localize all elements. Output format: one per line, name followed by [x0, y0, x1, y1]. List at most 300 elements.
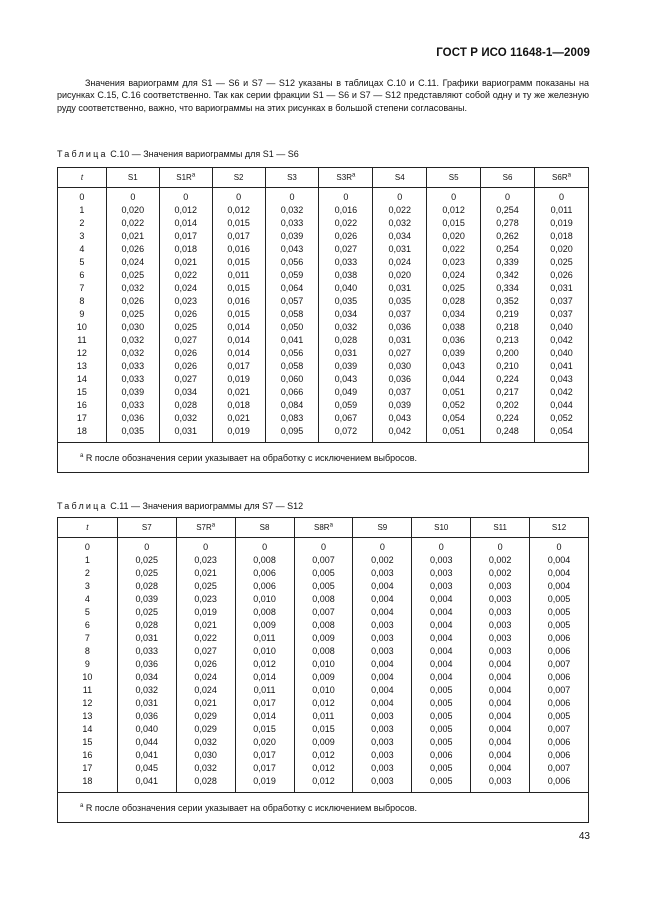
value-cell: 0,008 [235, 606, 294, 619]
header-row [58, 168, 589, 188]
value-cell: 0,024 [159, 282, 212, 295]
value-cell: 0,014 [212, 334, 265, 347]
value-cell: 0,003 [353, 723, 412, 736]
value-cell: 0,058 [265, 308, 319, 321]
table-row [58, 347, 589, 360]
value-cell: 0,004 [412, 658, 471, 671]
value-cell: 0,006 [530, 775, 589, 793]
value-cell: 0,051 [427, 386, 481, 399]
value-cell: 0,005 [412, 775, 471, 793]
value-cell: 0 [265, 188, 319, 205]
value-cell: 0,034 [117, 671, 176, 684]
table-c10-header [58, 168, 589, 188]
value-cell: 0,025 [176, 580, 235, 593]
lag-cell: 14 [58, 373, 107, 386]
value-cell: 0,031 [535, 282, 589, 295]
value-cell: 0,218 [481, 321, 535, 334]
value-cell: 0,003 [471, 775, 530, 793]
value-cell: 0,008 [294, 619, 353, 632]
value-cell: 0 [530, 538, 589, 555]
value-cell: 0 [106, 188, 159, 205]
value-cell: 0,032 [176, 762, 235, 775]
table-row [58, 295, 589, 308]
value-cell: 0,026 [106, 295, 159, 308]
column-header-label: S11 [493, 523, 507, 532]
value-cell: 0,036 [117, 658, 176, 671]
value-cell: 0,024 [176, 671, 235, 684]
value-cell: 0,031 [117, 697, 176, 710]
value-cell: 0,034 [159, 386, 212, 399]
value-cell: 0,005 [530, 619, 589, 632]
table-row [58, 386, 589, 399]
value-cell: 0,007 [294, 554, 353, 567]
value-cell: 0 [412, 538, 471, 555]
lag-cell: 2 [58, 217, 107, 230]
table-row [58, 373, 589, 386]
lag-cell: 0 [58, 538, 118, 555]
table-row [58, 230, 589, 243]
value-cell: 0,084 [265, 399, 319, 412]
value-cell: 0,043 [427, 360, 481, 373]
value-cell: 0,057 [265, 295, 319, 308]
value-cell: 0,033 [319, 256, 373, 269]
value-cell: 0,015 [212, 256, 265, 269]
value-cell: 0,027 [319, 243, 373, 256]
value-cell: 0,095 [265, 425, 319, 443]
value-cell: 0,003 [353, 710, 412, 723]
table-row [58, 425, 589, 443]
column-header-label: S3 [287, 173, 297, 182]
lag-cell: 12 [58, 347, 107, 360]
value-cell: 0,028 [176, 775, 235, 793]
column-header [530, 518, 589, 538]
table-row [58, 217, 589, 230]
value-cell: 0,006 [530, 645, 589, 658]
lag-cell: 3 [58, 580, 118, 593]
value-cell: 0,224 [481, 373, 535, 386]
column-header [117, 518, 176, 538]
value-cell: 0,025 [106, 308, 159, 321]
value-cell: 0,019 [212, 425, 265, 443]
lag-cell: 5 [58, 606, 118, 619]
value-cell: 0,054 [535, 425, 589, 443]
column-header-label: S1R [176, 173, 192, 182]
value-cell: 0,029 [176, 723, 235, 736]
value-cell: 0,044 [117, 736, 176, 749]
value-cell: 0,026 [535, 269, 589, 282]
value-cell: 0,026 [106, 243, 159, 256]
value-cell: 0,017 [235, 697, 294, 710]
value-cell: 0,022 [159, 269, 212, 282]
table-row [58, 749, 589, 762]
value-cell: 0,015 [294, 723, 353, 736]
value-cell: 0,036 [373, 373, 427, 386]
footnote-marker: a [80, 453, 84, 459]
value-cell: 0,024 [106, 256, 159, 269]
value-cell: 0,007 [530, 658, 589, 671]
value-cell: 0,007 [294, 606, 353, 619]
value-cell: 0,043 [265, 243, 319, 256]
table-row [58, 710, 589, 723]
value-cell: 0,002 [353, 554, 412, 567]
value-cell: 0,015 [212, 217, 265, 230]
value-cell: 0 [353, 538, 412, 555]
lag-cell: 8 [58, 295, 107, 308]
value-cell: 0,017 [159, 230, 212, 243]
value-cell: 0,006 [235, 580, 294, 593]
value-cell: 0,044 [427, 373, 481, 386]
value-cell: 0,004 [412, 671, 471, 684]
value-cell: 0,004 [471, 684, 530, 697]
lag-cell: 10 [58, 671, 118, 684]
table-c11-header [58, 518, 589, 538]
lag-cell: 6 [58, 619, 118, 632]
value-cell: 0,032 [176, 736, 235, 749]
value-cell: 0,033 [106, 399, 159, 412]
lag-cell: 11 [58, 684, 118, 697]
value-cell: 0,007 [530, 762, 589, 775]
value-cell: 0,059 [265, 269, 319, 282]
value-cell: 0,040 [319, 282, 373, 295]
table-row [58, 334, 589, 347]
value-cell: 0,038 [319, 269, 373, 282]
value-cell: 0,003 [412, 554, 471, 567]
value-cell: 0,034 [427, 308, 481, 321]
value-cell: 0,031 [159, 425, 212, 443]
value-cell: 0,056 [265, 256, 319, 269]
footnote-marker: a [80, 803, 84, 809]
value-cell: 0,024 [176, 684, 235, 697]
value-cell: 0,003 [471, 645, 530, 658]
column-header [106, 168, 159, 188]
value-cell: 0,033 [265, 217, 319, 230]
value-cell: 0,224 [481, 412, 535, 425]
value-cell: 0,262 [481, 230, 535, 243]
value-cell: 0,003 [412, 567, 471, 580]
value-cell: 0,039 [106, 386, 159, 399]
value-cell: 0,016 [212, 295, 265, 308]
value-cell: 0,009 [294, 632, 353, 645]
lag-cell: 7 [58, 282, 107, 295]
value-cell: 0,025 [117, 606, 176, 619]
value-cell: 0,004 [471, 736, 530, 749]
value-cell: 0,028 [117, 580, 176, 593]
table-row [58, 321, 589, 334]
column-header-label: S8 [259, 523, 270, 532]
value-cell: 0,018 [535, 230, 589, 243]
value-cell: 0,044 [535, 399, 589, 412]
column-header [481, 168, 535, 188]
value-cell: 0,004 [353, 593, 412, 606]
column-header [471, 518, 530, 538]
table-c10-caption [57, 149, 299, 159]
table-row [58, 684, 589, 697]
value-cell: 0,004 [471, 749, 530, 762]
footnote-marker: a [567, 172, 571, 179]
column-header [535, 168, 589, 188]
lag-cell: 18 [58, 425, 107, 443]
value-cell: 0,200 [481, 347, 535, 360]
value-cell: 0,039 [373, 399, 427, 412]
intro-paragraph [57, 77, 589, 114]
footnote-row [58, 443, 589, 473]
value-cell: 0,025 [427, 282, 481, 295]
value-cell: 0,213 [481, 334, 535, 347]
value-cell: 0,041 [117, 749, 176, 762]
value-cell: 0,015 [212, 282, 265, 295]
value-cell: 0,043 [373, 412, 427, 425]
value-cell: 0,339 [481, 256, 535, 269]
value-cell: 0,040 [535, 321, 589, 334]
value-cell: 0,015 [427, 217, 481, 230]
value-cell: 0,049 [319, 386, 373, 399]
value-cell: 0,006 [530, 749, 589, 762]
value-cell: 0,017 [235, 762, 294, 775]
lag-cell: 12 [58, 697, 118, 710]
value-cell: 0,026 [319, 230, 373, 243]
value-cell: 0,008 [294, 593, 353, 606]
value-cell: 0,041 [117, 775, 176, 793]
value-cell: 0,022 [176, 632, 235, 645]
column-header-label: S8R [314, 523, 330, 532]
lag-cell: 4 [58, 593, 118, 606]
column-header-label: t [86, 523, 89, 532]
value-cell: 0,025 [159, 321, 212, 334]
value-cell: 0,059 [319, 399, 373, 412]
value-cell: 0,032 [106, 334, 159, 347]
table-c10-caption-text: С.10 — Значения вариограммы для S1 — S6 [107, 149, 299, 159]
table-row [58, 671, 589, 684]
lag-cell: 17 [58, 762, 118, 775]
value-cell: 0,004 [471, 762, 530, 775]
value-cell: 0 [159, 188, 212, 205]
value-cell: 0,031 [117, 632, 176, 645]
lag-cell: 9 [58, 308, 107, 321]
value-cell: 0,004 [353, 671, 412, 684]
value-cell: 0,012 [294, 749, 353, 762]
value-cell: 0,004 [471, 671, 530, 684]
value-cell: 0,003 [353, 619, 412, 632]
value-cell: 0 [373, 188, 427, 205]
table-row [58, 775, 589, 793]
column-header-label: S7 [141, 523, 152, 532]
table-c11-body [58, 538, 589, 823]
value-cell: 0,012 [159, 204, 212, 217]
value-cell: 0,052 [535, 412, 589, 425]
value-cell: 0,004 [530, 580, 589, 593]
column-header [176, 518, 235, 538]
value-cell: 0,010 [294, 684, 353, 697]
table-row [58, 188, 589, 205]
value-cell: 0,004 [471, 697, 530, 710]
table-row [58, 243, 589, 256]
table-row [58, 282, 589, 295]
value-cell: 0,003 [471, 593, 530, 606]
value-cell: 0,009 [294, 736, 353, 749]
value-cell: 0 [471, 538, 530, 555]
table-c10-body [58, 188, 589, 473]
value-cell: 0,028 [159, 399, 212, 412]
value-cell: 0,020 [427, 230, 481, 243]
header-row [58, 518, 589, 538]
value-cell: 0,219 [481, 308, 535, 321]
value-cell: 0,004 [412, 632, 471, 645]
value-cell: 0,032 [319, 321, 373, 334]
value-cell: 0,007 [530, 723, 589, 736]
value-cell: 0,072 [319, 425, 373, 443]
value-cell: 0,043 [535, 373, 589, 386]
value-cell: 0,034 [319, 308, 373, 321]
value-cell: 0,027 [373, 347, 427, 360]
value-cell: 0,352 [481, 295, 535, 308]
value-cell: 0,004 [471, 658, 530, 671]
value-cell: 0,003 [353, 645, 412, 658]
lag-cell: 1 [58, 204, 107, 217]
table-footnote [58, 793, 589, 823]
value-cell: 0,004 [353, 580, 412, 593]
value-cell: 0,012 [235, 658, 294, 671]
value-cell: 0,008 [294, 645, 353, 658]
lag-cell: 9 [58, 658, 118, 671]
value-cell: 0,041 [265, 334, 319, 347]
value-cell: 0,254 [481, 204, 535, 217]
table-row [58, 538, 589, 555]
value-cell: 0,030 [106, 321, 159, 334]
lag-cell: 15 [58, 736, 118, 749]
value-cell: 0,009 [235, 619, 294, 632]
table-row [58, 723, 589, 736]
value-cell: 0,040 [535, 347, 589, 360]
column-header [353, 518, 412, 538]
column-header [427, 168, 481, 188]
column-header-label: S6R [552, 173, 568, 182]
value-cell: 0 [117, 538, 176, 555]
value-cell: 0,009 [294, 671, 353, 684]
table-row [58, 204, 589, 217]
lag-cell: 8 [58, 645, 118, 658]
value-cell: 0,056 [265, 347, 319, 360]
column-header-label: S4 [394, 173, 405, 182]
value-cell: 0,014 [235, 671, 294, 684]
value-cell: 0,006 [235, 567, 294, 580]
value-cell: 0,002 [471, 554, 530, 567]
value-cell: 0,006 [530, 671, 589, 684]
value-cell: 0,034 [373, 230, 427, 243]
value-cell: 0,248 [481, 425, 535, 443]
value-cell: 0,037 [373, 308, 427, 321]
value-cell: 0,066 [265, 386, 319, 399]
value-cell: 0,052 [427, 399, 481, 412]
value-cell: 0,045 [117, 762, 176, 775]
column-header-label: S9 [377, 523, 388, 532]
lag-cell: 18 [58, 775, 118, 793]
value-cell: 0,003 [353, 736, 412, 749]
value-cell: 0,021 [212, 386, 265, 399]
value-cell: 0,015 [235, 723, 294, 736]
value-cell: 0,018 [159, 243, 212, 256]
lag-cell: 13 [58, 710, 118, 723]
value-cell: 0,015 [212, 308, 265, 321]
value-cell: 0,039 [319, 360, 373, 373]
value-cell: 0,254 [481, 243, 535, 256]
value-cell: 0,023 [159, 295, 212, 308]
value-cell: 0,003 [471, 619, 530, 632]
value-cell: 0,210 [481, 360, 535, 373]
footnote-marker: a [211, 522, 216, 529]
table-row [58, 308, 589, 321]
table-row [58, 593, 589, 606]
value-cell: 0,031 [319, 347, 373, 360]
value-cell: 0,040 [117, 723, 176, 736]
table-row [58, 399, 589, 412]
lag-cell: 16 [58, 749, 118, 762]
value-cell: 0,005 [412, 736, 471, 749]
column-header-label: S10 [434, 523, 449, 532]
value-cell: 0,036 [106, 412, 159, 425]
value-cell: 0,023 [176, 593, 235, 606]
table-row [58, 658, 589, 671]
value-cell: 0,003 [471, 632, 530, 645]
value-cell: 0,036 [427, 334, 481, 347]
value-cell: 0,342 [481, 269, 535, 282]
value-cell: 0,005 [412, 723, 471, 736]
lag-cell: 16 [58, 399, 107, 412]
value-cell: 0,022 [427, 243, 481, 256]
value-cell: 0,042 [373, 425, 427, 443]
lag-cell: 2 [58, 567, 118, 580]
value-cell: 0,010 [235, 645, 294, 658]
column-header-label: S1 [127, 173, 138, 182]
column-header-label: S7R [196, 523, 212, 532]
value-cell: 0,006 [412, 749, 471, 762]
value-cell: 0 [427, 188, 481, 205]
value-cell: 0,004 [353, 658, 412, 671]
value-cell: 0,019 [176, 606, 235, 619]
column-header [58, 168, 107, 188]
lag-cell: 13 [58, 360, 107, 373]
value-cell: 0,006 [530, 632, 589, 645]
value-cell: 0,012 [427, 204, 481, 217]
value-cell: 0,014 [212, 347, 265, 360]
value-cell: 0 [294, 538, 353, 555]
value-cell: 0,021 [176, 619, 235, 632]
value-cell: 0,005 [412, 697, 471, 710]
value-cell: 0,012 [294, 697, 353, 710]
value-cell: 0,019 [212, 373, 265, 386]
value-cell: 0,017 [235, 749, 294, 762]
value-cell: 0,032 [159, 412, 212, 425]
value-cell: 0,036 [373, 321, 427, 334]
value-cell: 0,031 [373, 334, 427, 347]
value-cell: 0,054 [427, 412, 481, 425]
page-number: 43 [578, 831, 590, 842]
value-cell: 0,021 [176, 697, 235, 710]
value-cell: 0,025 [106, 269, 159, 282]
value-cell: 0,005 [530, 593, 589, 606]
table-row [58, 762, 589, 775]
value-cell: 0,033 [106, 373, 159, 386]
value-cell: 0,278 [481, 217, 535, 230]
value-cell: 0,016 [212, 243, 265, 256]
table-footnote [58, 443, 589, 473]
value-cell: 0,027 [159, 334, 212, 347]
value-cell: 0,028 [117, 619, 176, 632]
value-cell: 0,027 [159, 373, 212, 386]
value-cell: 0,202 [481, 399, 535, 412]
value-cell: 0,021 [106, 230, 159, 243]
column-header [319, 168, 373, 188]
value-cell: 0,003 [471, 606, 530, 619]
